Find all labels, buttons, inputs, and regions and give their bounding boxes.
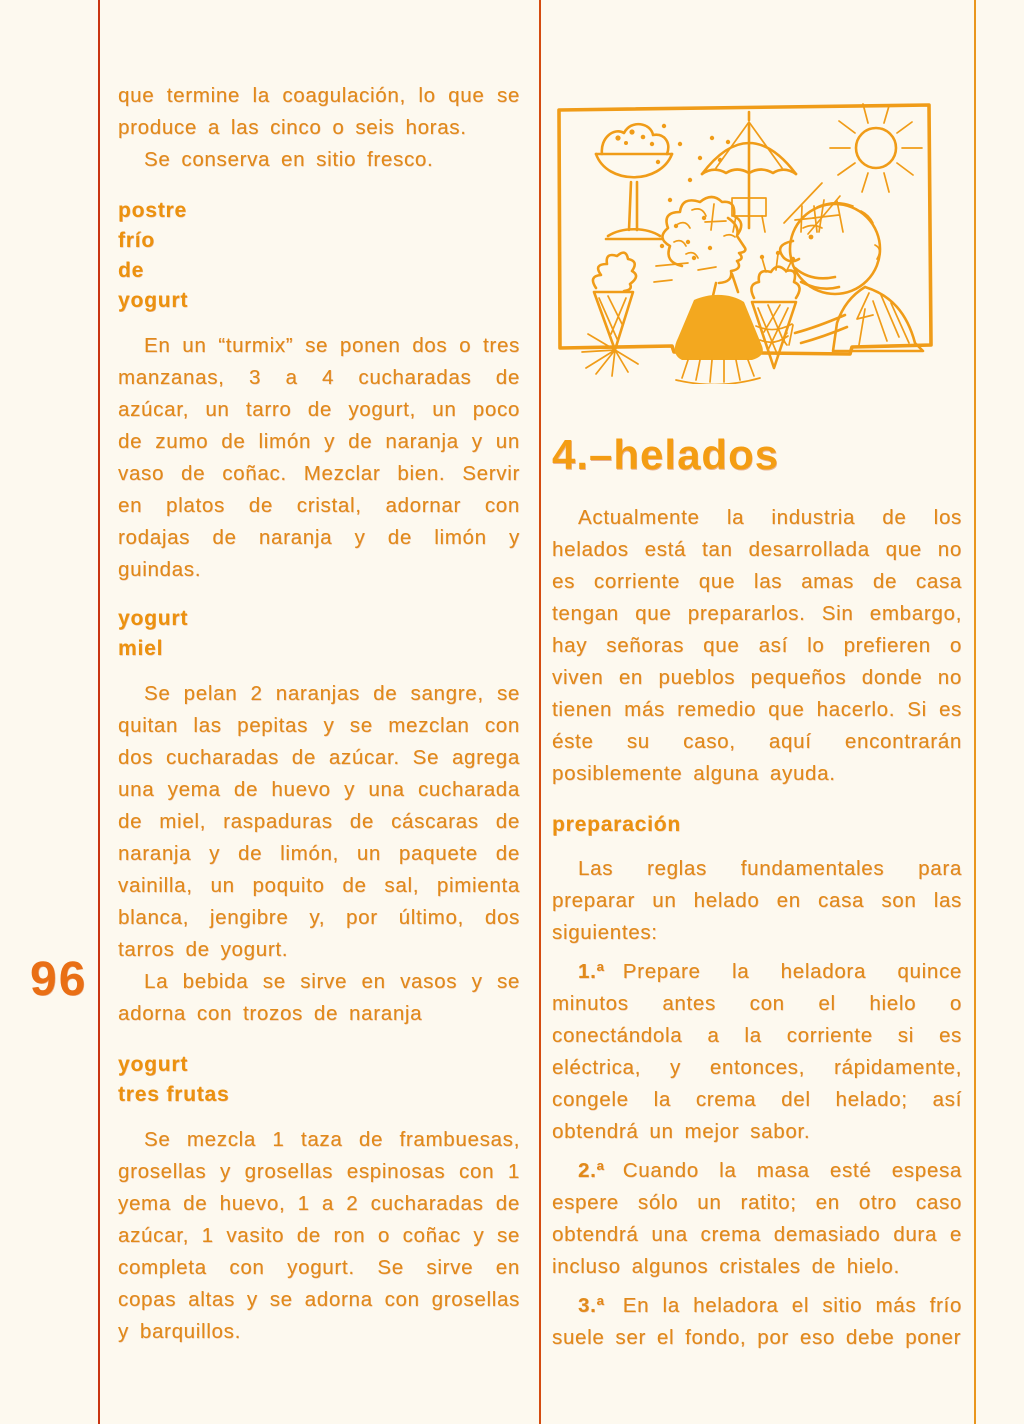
step-text: Cuando la masa esté espesa espere sólo un ratito; en otro caso obtendrá una crema demasiado dura e incluso algunos cristales de hielo. <box>552 1159 962 1278</box>
right-margin-rule <box>974 0 976 1424</box>
page-number: 96 <box>30 953 88 1006</box>
center-column-rule <box>539 0 541 1424</box>
recipe-body: En un “turmix” se ponen dos o tres manzanas, 3 a 4 cucharadas de azúcar, un tarro de yogurt, un poco de zumo de limón y de naranja y un vaso de coñac. Mezclar bien. Servir en platos de cristal, adornar con rodajas de naranja y de limón y guindas. <box>118 334 520 581</box>
note-paragraph: Se conserva en sitio fresco. <box>144 148 434 171</box>
left-column <box>118 80 520 1348</box>
right-column <box>552 98 962 1354</box>
recipe-body: Se pelan 2 naranjas de sangre, se quitan las pepitas y se mezclan con dos cucharadas de azúcar. Se agrega una yema de huevo y una cucharada de miel, raspaduras de cáscaras de naranja y de limón, un paquete de vainilla, un poquito de sal, pimienta blanca, jengibre y, por último, dos tarros de yogurt. <box>118 682 520 961</box>
chapter-heading: 4.–helados <box>552 431 780 478</box>
sundae-icon <box>596 124 672 239</box>
step-text: Prepare la heladora quince minutos antes con el hielo o conectándola a la corriente si es eléctrica, y entonces, rápidamente, congele la crema del helado; así obtendrá un mejor sabor. <box>552 960 962 1143</box>
preparation-step-1 <box>552 956 962 1148</box>
chapter-intro: Actualmente la industria de los helados está tan desarrollada que no es corriente que las amas de casa tengan que prepararlos. Sin embargo, hay señoras que así lo prefieren o viven en pueblos pequeños donde no tienen más remedio que hacerlo. Si es éste su caso, aquí encontrarán posiblemente alguna ayuda. <box>552 506 962 785</box>
recipe-body-serving: La bebida se sirve en vasos y se adorna con trozos de naranja <box>118 970 520 1025</box>
recipe-title-yogurt-tres-frutas: yogurt tres frutas <box>118 1053 230 1106</box>
preparation-step-2 <box>552 1155 962 1283</box>
parasol-icon <box>702 112 817 232</box>
step-text: En la heladora el sitio más frío suele ser el fondo, por eso debe poner <box>552 1294 962 1349</box>
recipe-title-yogurt-miel: yogurt miel <box>118 607 189 660</box>
recipe-title-postre-frio-de-yogurt: postre frío de yogurt <box>118 199 189 312</box>
sand-dots <box>650 124 730 282</box>
preparation-intro: Las reglas fundamentales para preparar un helado en casa son las siguientes: <box>552 857 962 944</box>
ice-cream-beach-illustration <box>552 98 936 384</box>
ice-cream-cone-icon <box>582 253 638 376</box>
preparation-heading: preparación <box>552 813 682 836</box>
left-margin-rule <box>98 0 100 1424</box>
preparation-step-3 <box>552 1290 962 1354</box>
carryover-paragraph: que termine la coagulación, lo que se produce a las cinco o seis horas. <box>118 84 520 139</box>
step-number: 2.ª <box>578 1159 605 1182</box>
step-number: 3.ª <box>578 1294 605 1317</box>
step-number: 1.ª <box>578 960 605 983</box>
recipe-body: Se mezcla 1 taza de frambuesas, grosellas y grosellas espinosas con 1 yema de huevo, 1 a 2 cucharadas de azúcar, 1 vasito de ron o coñac y se completa con yogurt. Se sirve en copas altas y se adorna con grosellas y barquillos. <box>118 1128 520 1343</box>
